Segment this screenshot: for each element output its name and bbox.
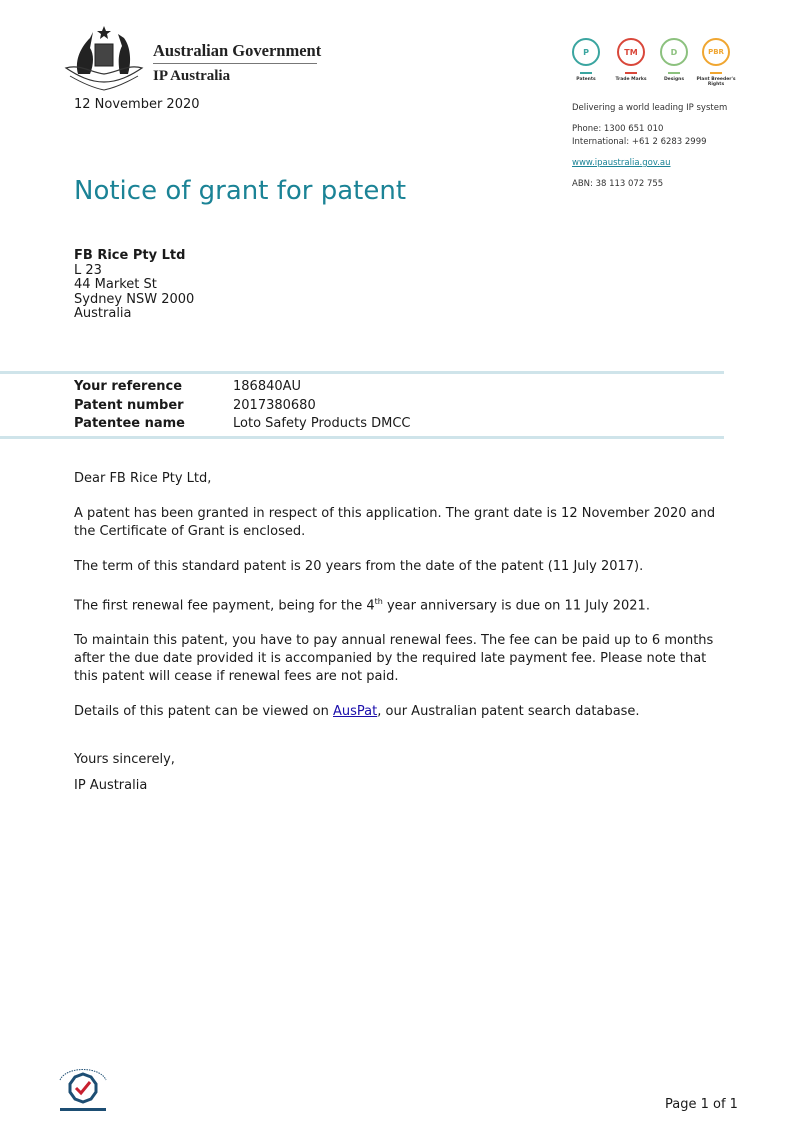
reference-value: 2017380680 — [233, 397, 316, 413]
ip-rights-badges — [566, 38, 746, 98]
badge-plant-breeders-rights — [696, 38, 736, 87]
address-line: L 23 — [74, 262, 102, 278]
reference-row — [74, 397, 411, 416]
ordinal-suffix: th — [374, 597, 383, 606]
badge-label: Plant Breeder's Rights — [696, 77, 736, 87]
recipient-address — [74, 249, 194, 322]
address-line: Australia — [74, 306, 132, 321]
badge-label: Designs — [663, 77, 685, 82]
paragraph-renewal — [74, 593, 734, 615]
badge-patents — [566, 38, 606, 82]
reference-label: Your reference — [74, 379, 183, 394]
badge-dash — [710, 72, 722, 74]
website-link[interactable]: www.ipaustralia.gov.au — [572, 158, 671, 168]
government-name: Australian Government — [153, 41, 322, 60]
patents-icon: P — [572, 38, 600, 66]
details-text-end: , our Australian patent search database. — [377, 704, 640, 720]
iso-certification-logo — [50, 1060, 116, 1116]
address-line: Sydney NSW 2000 — [74, 291, 195, 307]
signature: IP Australia — [74, 778, 148, 794]
reference-top-divider — [0, 371, 724, 374]
page-title: Notice of grant for patent — [74, 176, 407, 206]
coat-of-arms-logo — [60, 24, 148, 94]
paragraph-maintain: To maintain this patent, you have to pay annual renewal fees. The fee can be paid up to 6 months after the due date provided it is accompanied by the required late payment fee. Please note that this patent will cease if renewal fees are not paid. — [74, 633, 714, 685]
paragraph-grant: A patent has been granted in respect of this application. The grant date is 12 November 2020 and the Certificate of Grant is enclosed. — [74, 506, 716, 539]
badge-label: Trade Marks — [615, 77, 647, 82]
reference-label: Patent number — [74, 397, 184, 413]
designs-icon: D — [660, 38, 688, 66]
salutation: Dear FB Rice Pty Ltd, — [74, 471, 212, 486]
reference-label: Patentee name — [74, 416, 186, 431]
renewal-text: The first renewal fee payment, being for the 4 — [74, 598, 375, 614]
badge-dash — [625, 72, 637, 74]
reference-table — [74, 378, 411, 434]
address-line: 44 Market St — [74, 277, 157, 292]
reference-value: 186840AU — [233, 379, 302, 394]
recipient-name: FB Rice Pty Ltd — [74, 248, 186, 263]
phone: Phone: 1300 651 010 — [572, 124, 664, 134]
badge-dash — [580, 72, 592, 74]
letter-body — [74, 470, 734, 812]
paragraph-details — [74, 703, 734, 721]
details-text: Details of this patent can be viewed on — [74, 704, 334, 720]
renewal-text-end: year anniversary is due on 11 July 2021. — [382, 598, 650, 614]
paragraph-term: The term of this standard patent is 20 years from the date of the patent (11 July 2017). — [74, 559, 644, 574]
header-divider — [153, 63, 317, 64]
tagline: Delivering a world leading IP system — [572, 103, 728, 113]
badge-trade-marks — [611, 38, 651, 82]
reference-value: Loto Safety Products DMCC — [233, 416, 411, 431]
reference-row — [74, 415, 411, 434]
badge-designs — [654, 38, 694, 82]
reference-bottom-divider — [0, 436, 724, 439]
page-number: Page 1 of 1 — [665, 1097, 738, 1112]
letter-date: 12 November 2020 — [74, 97, 200, 112]
badge-label: Patents — [576, 77, 596, 82]
agency-name: IP Australia — [153, 68, 231, 84]
international-phone: International: +61 2 6283 2999 — [572, 137, 707, 147]
auspat-link[interactable]: AusPat — [333, 704, 378, 720]
pbr-icon: PBR — [702, 38, 730, 66]
badge-dash — [668, 72, 680, 74]
closing: Yours sincerely, — [74, 752, 175, 768]
trade-marks-icon: TM — [617, 38, 645, 66]
abn: ABN: 38 113 072 755 — [572, 179, 664, 189]
reference-row — [74, 378, 411, 397]
